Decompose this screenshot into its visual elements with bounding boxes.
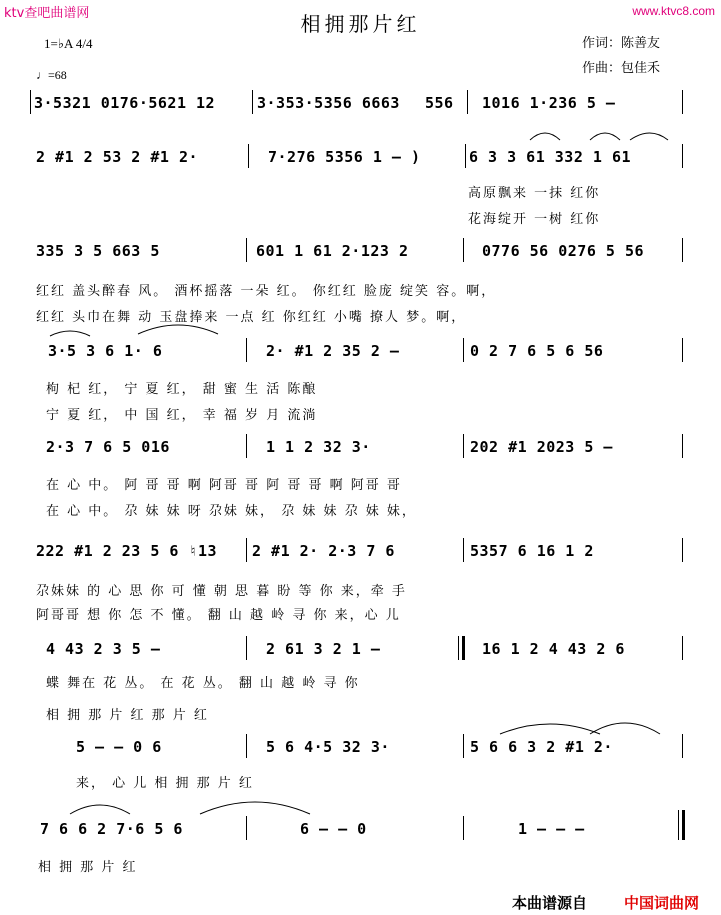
measure: 222 #1 2 23 5 6 ♮13 xyxy=(36,542,218,560)
measure: 7 6 6 2 7·6 5 6 xyxy=(40,820,183,838)
measure: 2·3 7 6 5 016 xyxy=(46,438,170,456)
measure: 1 1 2 32 3· xyxy=(266,438,371,456)
slur xyxy=(590,723,660,734)
slur xyxy=(590,133,620,140)
measure: 2 61 3 2 1 – xyxy=(266,640,381,658)
slur xyxy=(70,805,130,814)
slur xyxy=(500,724,600,734)
lyric-line: 相 拥 那 片 红 那 片 红 xyxy=(46,708,209,723)
measure: 335 3 5 663 5 xyxy=(36,242,160,260)
lyric-line: 来， 心 儿 相 拥 那 片 红 xyxy=(76,776,254,791)
measure: 4 43 2 3 5 – xyxy=(46,640,161,658)
measure: 5 6 6 3 2 #1 2· xyxy=(470,738,613,756)
lyric-line: 高原飘来 一抹 红你 xyxy=(468,186,601,201)
slur xyxy=(138,325,218,334)
slur xyxy=(630,133,668,140)
measure: 1 – – – xyxy=(518,820,585,838)
lyric-line: 相 拥 那 片 红 xyxy=(38,860,138,875)
lyric-line: 在 心 中。 阿 哥 哥 啊 阿哥 哥 阿 哥 哥 啊 阿哥 哥 xyxy=(46,478,402,493)
measure: 2 #1 2· 2·3 7 6 xyxy=(252,542,395,560)
slur xyxy=(200,802,310,814)
source-site-link[interactable]: 中国词曲网 xyxy=(624,894,700,912)
lyricist-credit: 作词：陈善友 xyxy=(582,36,661,51)
slur xyxy=(50,331,90,336)
measure: 6 – – 0 xyxy=(300,820,367,838)
measure: 3·5321 0176·5621 12 xyxy=(34,94,216,112)
source-label: 本曲谱源自 xyxy=(512,894,588,912)
lyric-line: 枸 杞 红， 宁 夏 红， 甜 蜜 生 活 陈酿 xyxy=(46,382,318,397)
lyric-line: 蝶 舞在 花 丛。 在 花 丛。 翻 山 越 岭 寻 你 xyxy=(46,676,360,691)
lyric-line: 在 心 中。 尕 妹 妹 呀 尕妹 妹， 尕 妹 妹 尕 妹 妹， xyxy=(46,504,417,519)
slur xyxy=(530,133,560,140)
lyric-line: 花海绽开 一树 红你 xyxy=(468,212,601,227)
watermark-right: www.ktvc8.com xyxy=(632,4,715,18)
measure: 3·5 3 6 1· 6 xyxy=(48,342,163,360)
measure: 6 3 3 61 332 1 61 xyxy=(469,148,632,166)
lyric-line: 宁 夏 红， 中 国 红， 幸 福 岁 月 流淌 xyxy=(46,408,318,423)
measure: 2 #1 2 53 2 #1 2· xyxy=(36,148,199,166)
watermark-left: ktv查吧曲谱网 xyxy=(4,6,90,21)
lyric-line: 红红 头巾在舞 动 玉盘捧来 一点 红 你红红 小嘴 撩人 梦。啊， xyxy=(36,310,467,325)
measure: 2· #1 2 35 2 – xyxy=(266,342,400,360)
song-title: 相拥那片红 xyxy=(300,12,421,36)
tempo-marking: ♩=68 xyxy=(36,68,67,82)
measure: 202 #1 2023 5 – xyxy=(470,438,613,456)
measure: 0776 56 0276 5 56 xyxy=(482,242,645,260)
measure: 3·353·5356 6663 xyxy=(257,94,400,112)
measure: 1016 1·236 5 – xyxy=(482,94,616,112)
measure: 556 xyxy=(425,94,454,112)
lyric-line: 阿哥哥 想 你 怎 不 懂。 翻 山 越 岭 寻 你 来，心 儿 xyxy=(36,608,401,623)
measure: 5 – – 0 6 xyxy=(76,738,162,756)
measure: 601 1 61 2·123 2 xyxy=(256,242,409,260)
measure: 5 6 4·5 32 3· xyxy=(266,738,390,756)
measure: 5357 6 16 1 2 xyxy=(470,542,594,560)
composer-credit: 作曲：包佳禾 xyxy=(582,61,661,76)
lyric-line: 红红 盖头醉春 风。 酒杯摇落 一朵 红。 你红红 脸庞 绽笑 容。啊， xyxy=(36,284,497,299)
measure: 0 2 7 6 5 6 56 xyxy=(470,342,604,360)
lyric-line: 尕妹妹 的 心 思 你 可 懂 朝 思 暮 盼 等 你 来，牵 手 xyxy=(36,584,407,599)
measure: 16 1 2 4 43 2 6 xyxy=(482,640,625,658)
measure: 7·276 5356 1 – ) xyxy=(268,148,421,166)
key-signature: 1=♭A 4/4 xyxy=(44,36,93,51)
